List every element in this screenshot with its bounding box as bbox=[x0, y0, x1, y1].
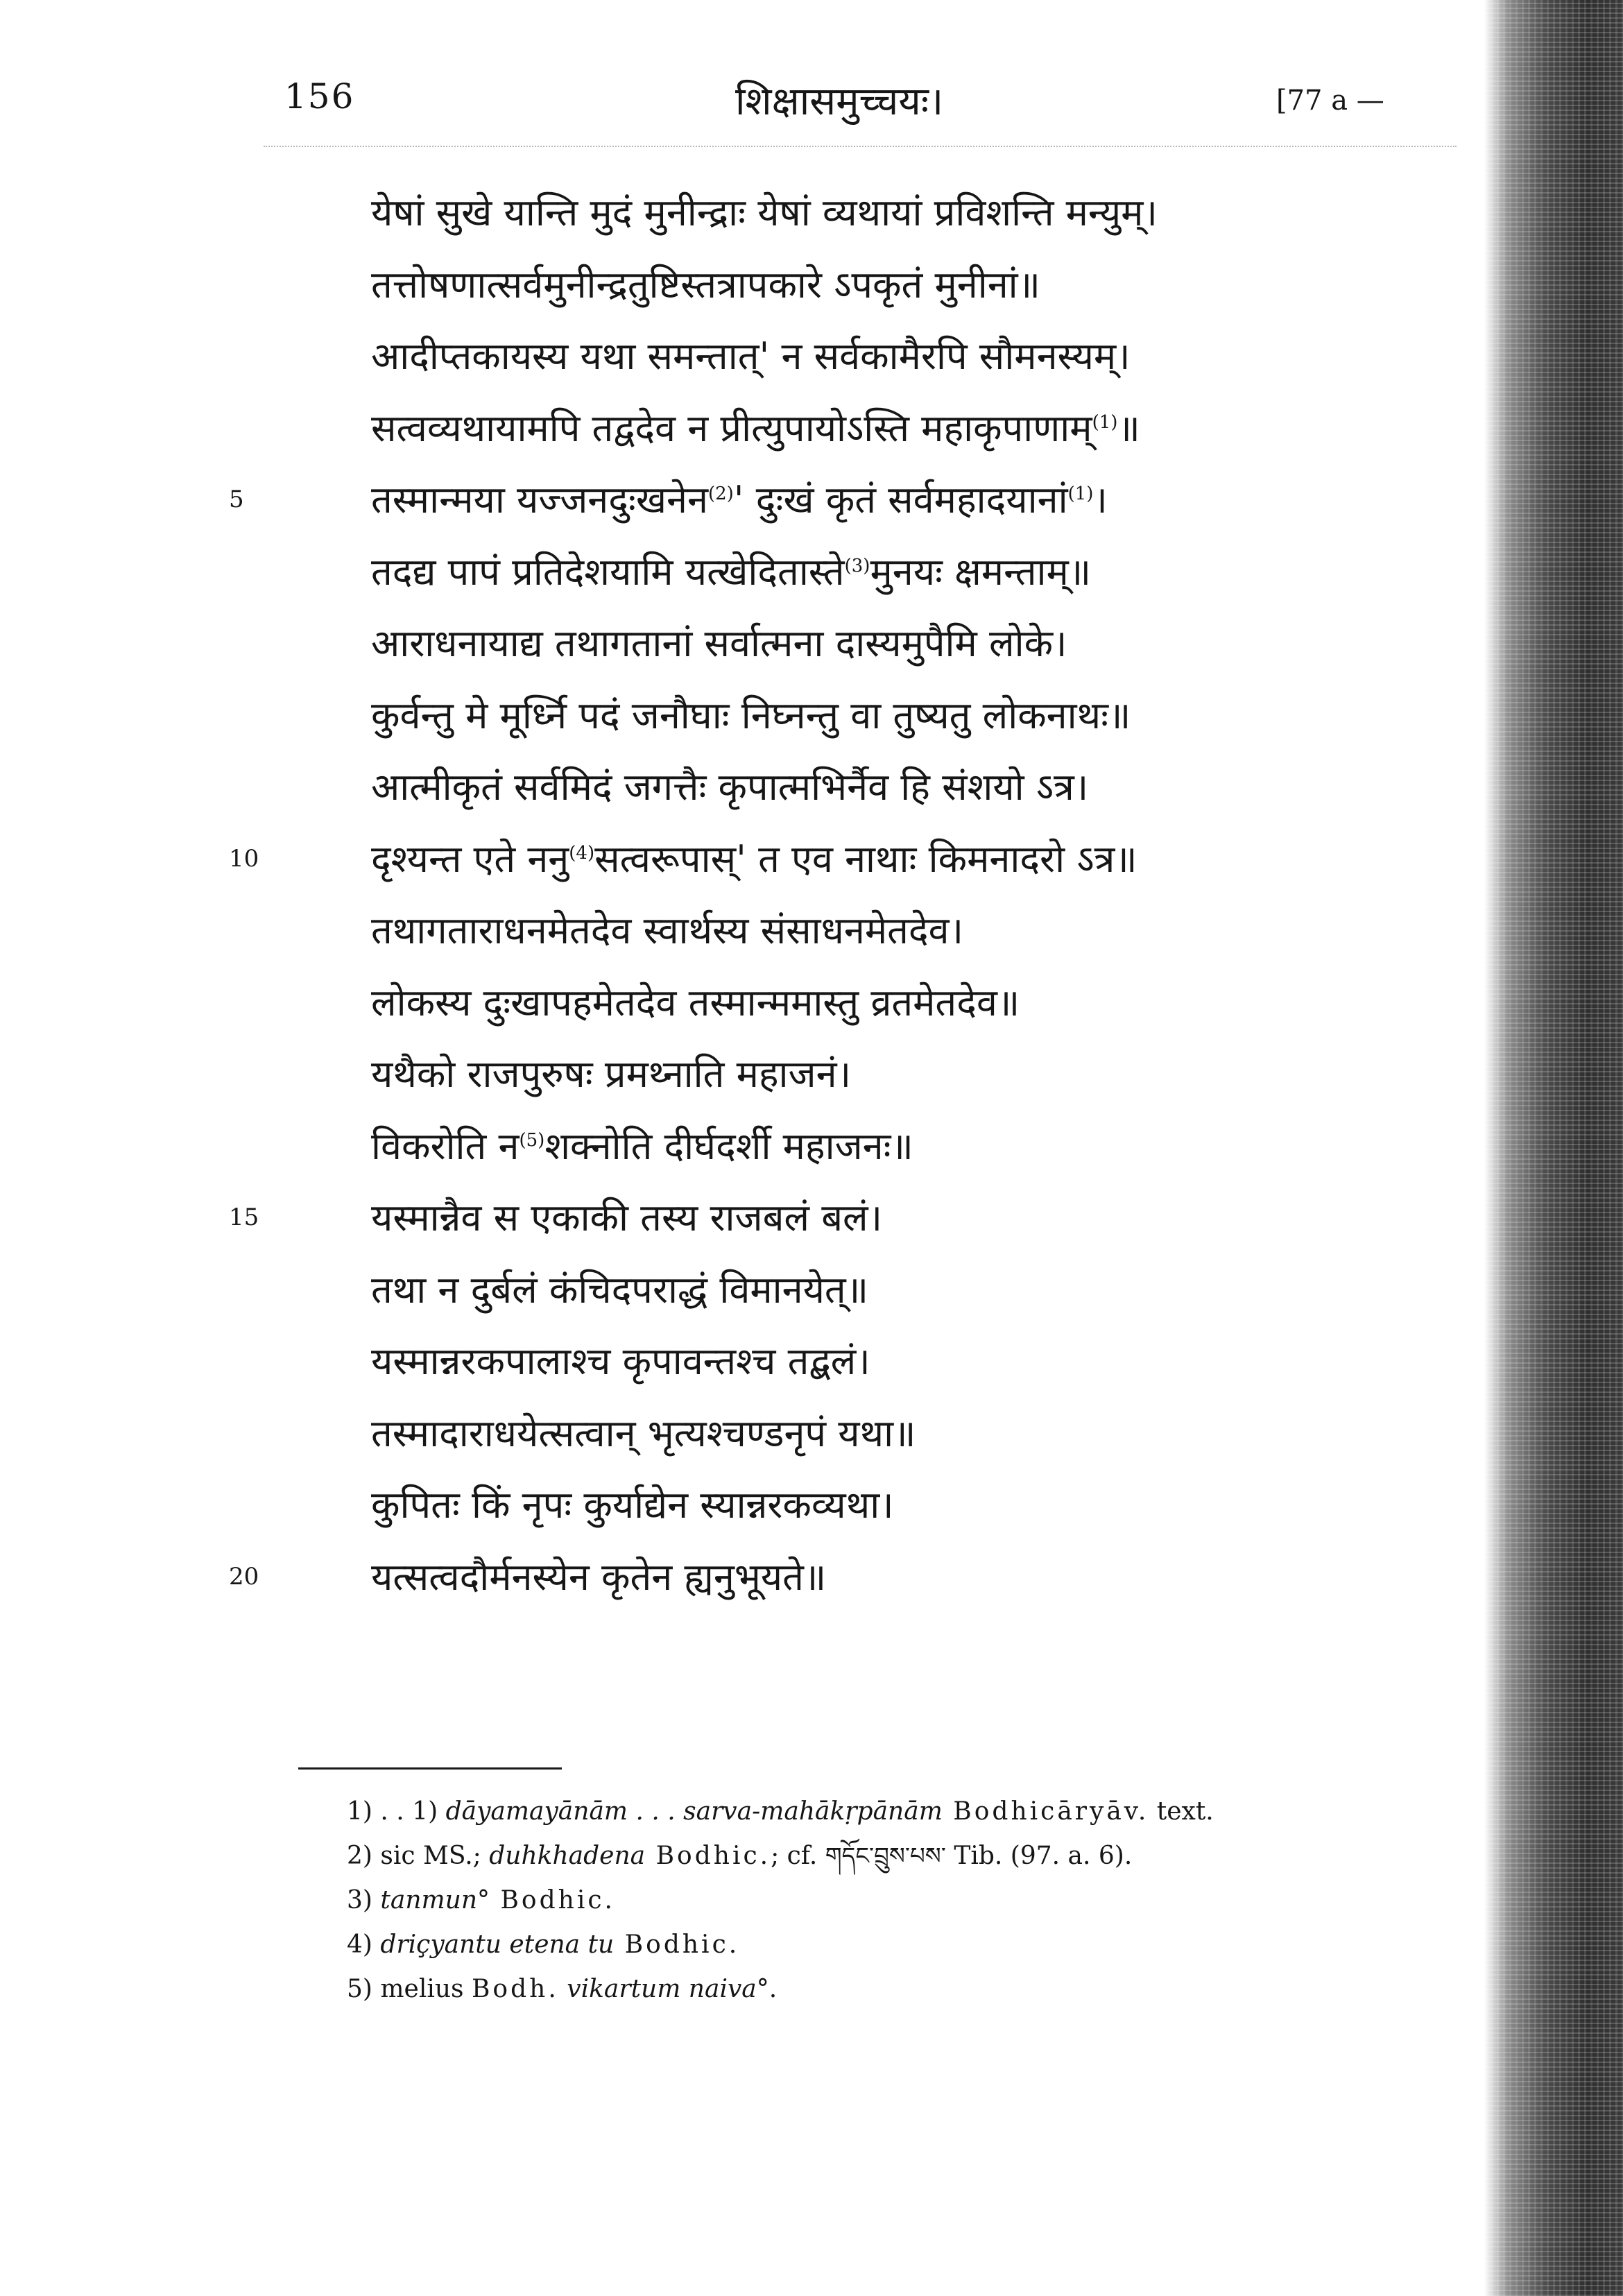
verse-line bbox=[0, 751, 1484, 823]
footnote-segment: Bodhic. bbox=[614, 1930, 740, 1959]
verse-line bbox=[0, 608, 1484, 680]
verse-line bbox=[0, 1111, 1484, 1183]
footnote-marker: (2) bbox=[707, 483, 734, 504]
header-divider bbox=[264, 146, 1457, 147]
line-number: 5 bbox=[229, 486, 244, 513]
verse-line bbox=[0, 177, 1484, 249]
footnote-segment: tanmun° bbox=[380, 1886, 490, 1914]
verse-segment: ' दुःखं कृतं सर्वमहादयानां bbox=[733, 478, 1068, 522]
verse-segment: आत्मीकृतं सर्वमिदं जगत्तैः कृपात्मभिर्नैव हि संशयो ऽत्र। bbox=[371, 765, 1089, 809]
verse-text bbox=[371, 823, 1137, 896]
footnote-segment: Bodhic. bbox=[490, 1886, 615, 1914]
verse-segment: लोकस्य दुःखापहमेतदेव तस्मान्ममास्तु व्रतमेतदेव॥ bbox=[371, 980, 1020, 1025]
verse-line bbox=[0, 895, 1484, 967]
verse-text bbox=[371, 320, 1131, 393]
footnote-segment: Bodh. bbox=[471, 1975, 559, 2003]
line-number: 20 bbox=[229, 1562, 259, 1591]
footnote bbox=[347, 1923, 1457, 1967]
verse-segment: कुपितः किं नृपः कुर्याद्येन स्यान्नरकव्यथा। bbox=[371, 1483, 894, 1527]
page-number: 156 bbox=[284, 76, 355, 117]
footnote-segment: Bodhic. bbox=[645, 1842, 771, 1870]
verse-segment: सत्वरूपास्' त एव नाथाः किमनादरो ऽत्र॥ bbox=[594, 837, 1137, 881]
footnote-segment bbox=[559, 1975, 567, 2003]
folio-reference: [77 a — bbox=[1276, 85, 1384, 117]
footnotes bbox=[347, 1790, 1457, 2012]
line-number: 10 bbox=[229, 844, 259, 873]
verse-segment: तस्मान्मया यज्जनदुःखनेन bbox=[371, 478, 708, 522]
footnote bbox=[347, 1967, 1457, 2012]
verse-text bbox=[371, 1254, 868, 1326]
verse-segment: दृश्यन्त एते ननु bbox=[371, 837, 569, 881]
footnote-segment: Bodhicāryāv. bbox=[942, 1797, 1149, 1826]
page-title: शिक्षासमुच्चयः। bbox=[735, 79, 944, 124]
footnote-segment: duhkhadena bbox=[489, 1842, 646, 1870]
verse-line bbox=[0, 1182, 1484, 1254]
verse-text bbox=[371, 1038, 851, 1111]
verse-segment: आराधनायाद्य तथागतानां सर्वात्मना दास्यमुपैमि लोके। bbox=[371, 622, 1067, 665]
verse-line bbox=[0, 1469, 1484, 1541]
footnote-segment: dāyamayānām . . . sarva-mahākṛpānām bbox=[445, 1797, 943, 1826]
footnote-segment: Tib. (97. a. 6). bbox=[945, 1842, 1133, 1870]
verse-text bbox=[371, 967, 1020, 1039]
verse-text bbox=[371, 249, 1040, 321]
footnote-marker: (1) bbox=[1067, 483, 1094, 504]
footnote-segment: driçyantu etena tu bbox=[380, 1930, 615, 1959]
footnote-segment: 4) bbox=[347, 1930, 381, 1959]
verse-text bbox=[371, 1541, 826, 1613]
verse-segment: सत्वव्यथायामपि तद्वदेव न प्रीत्युपायोऽस्ति महाकृपाणाम् bbox=[371, 406, 1092, 450]
verse-line bbox=[0, 320, 1484, 393]
verse-line bbox=[0, 464, 1484, 536]
footnote-marker: (1) bbox=[1092, 411, 1118, 433]
verse-line bbox=[0, 1326, 1484, 1398]
verse-segment: यत्सत्वदौर्मनस्येन कृतेन ह्यनुभूयते॥ bbox=[371, 1554, 827, 1599]
verse-segment: यस्मान्नरकपालाश्च कृपावन्तश्च तद्बलं। bbox=[371, 1339, 870, 1383]
scan-shadow-edge bbox=[1484, 0, 1623, 2296]
footnote-segment: གདོང་བྲུས་པས་ bbox=[825, 1842, 946, 1870]
verse-text bbox=[371, 1111, 913, 1183]
line-number: 15 bbox=[229, 1203, 259, 1231]
footnote-segment: 2) sic MS.; bbox=[347, 1842, 490, 1870]
verse-segment: येषां सुखे यान्ति मुदं मुनीन्द्राः येषां व्यथायां प्रविशन्ति मन्युम्। bbox=[371, 191, 1158, 234]
footnote bbox=[347, 1878, 1457, 1923]
verse-text bbox=[371, 1326, 870, 1398]
verse-segment: तस्मादाराधयेत्सत्वान् भृत्यश्चण्डनृपं यथा॥ bbox=[371, 1411, 916, 1455]
footnote-segment: vikartum naiva° bbox=[567, 1975, 769, 2003]
footnote-segment: . bbox=[768, 1975, 778, 2003]
verse-segment: तथागताराधनमेतदेव स्वार्थस्य संसाधनमेतदेव। bbox=[371, 909, 964, 952]
verse-text bbox=[371, 680, 1131, 752]
verse-segment: ॥ bbox=[1117, 406, 1140, 450]
verse-line bbox=[0, 967, 1484, 1039]
verse-text bbox=[371, 608, 1067, 680]
verse-line bbox=[0, 1398, 1484, 1470]
footnote-segment: 1) . . 1) bbox=[347, 1797, 446, 1826]
verse-text bbox=[371, 1398, 916, 1470]
verse-segment: आदीप्तकायस्य यथा समन्तात्' न सर्वकामैरपि सौमनस्यम्। bbox=[371, 334, 1131, 378]
footnote-segment: 3) bbox=[347, 1886, 381, 1914]
verse-segment: तदद्य पापं प्रतिदेशयामि यत्खेदितास्ते bbox=[371, 549, 845, 594]
verse-segment: तथा न दुर्बलं कंचिदपराद्धं विमानयेत्॥ bbox=[371, 1267, 869, 1312]
verse-text bbox=[371, 1469, 894, 1541]
verse-line bbox=[0, 1038, 1484, 1111]
verse-line bbox=[0, 393, 1484, 465]
verse-segment: विकरोति न bbox=[371, 1124, 519, 1168]
footnote bbox=[347, 1790, 1457, 1834]
footnote-segment: 5) melius bbox=[347, 1975, 472, 2003]
verse-text bbox=[371, 464, 1108, 536]
verse-text bbox=[371, 895, 963, 967]
verse-text-block bbox=[0, 177, 1484, 1613]
footnote-marker: (3) bbox=[844, 555, 870, 576]
footnote bbox=[347, 1834, 1457, 1878]
footnote-segment: ; cf. bbox=[771, 1842, 825, 1870]
footnote-divider bbox=[298, 1767, 562, 1770]
footnote-marker: (5) bbox=[519, 1129, 545, 1151]
verse-text bbox=[371, 751, 1088, 823]
verse-text bbox=[371, 536, 1091, 608]
verse-line bbox=[0, 1541, 1484, 1613]
footnote-marker: (4) bbox=[569, 842, 595, 864]
verse-segment: यथैको राजपुरुषः प्रमथ्नाति महाजनं। bbox=[371, 1052, 852, 1096]
verse-text bbox=[371, 177, 1158, 249]
verse-segment: यस्मान्नैव स एकाकी तस्य राजबलं बलं। bbox=[371, 1196, 883, 1240]
verse-segment: कुर्वन्तु मे मूर्ध्नि पदं जनौघाः निघ्नन्तु वा तुष्यतु लोकनाथः॥ bbox=[371, 693, 1131, 737]
running-header bbox=[0, 69, 1484, 132]
footnote-segment: text. bbox=[1149, 1797, 1214, 1826]
verse-text bbox=[371, 393, 1140, 465]
verse-line bbox=[0, 680, 1484, 752]
verse-text bbox=[371, 1182, 882, 1254]
verse-segment: मुनयः क्षमन्ताम्॥ bbox=[870, 549, 1092, 594]
verse-segment: । bbox=[1093, 478, 1108, 522]
verse-line bbox=[0, 249, 1484, 321]
verse-line bbox=[0, 1254, 1484, 1326]
verse-segment: शक्नोति दीर्घदर्शी महाजनः॥ bbox=[544, 1124, 913, 1168]
verse-line bbox=[0, 536, 1484, 608]
verse-line bbox=[0, 823, 1484, 896]
verse-segment: तत्तोषणात्सर्वमुनीन्द्रतुष्टिस्तत्रापकारे ऽपकृतं मुनीनां॥ bbox=[371, 262, 1041, 307]
